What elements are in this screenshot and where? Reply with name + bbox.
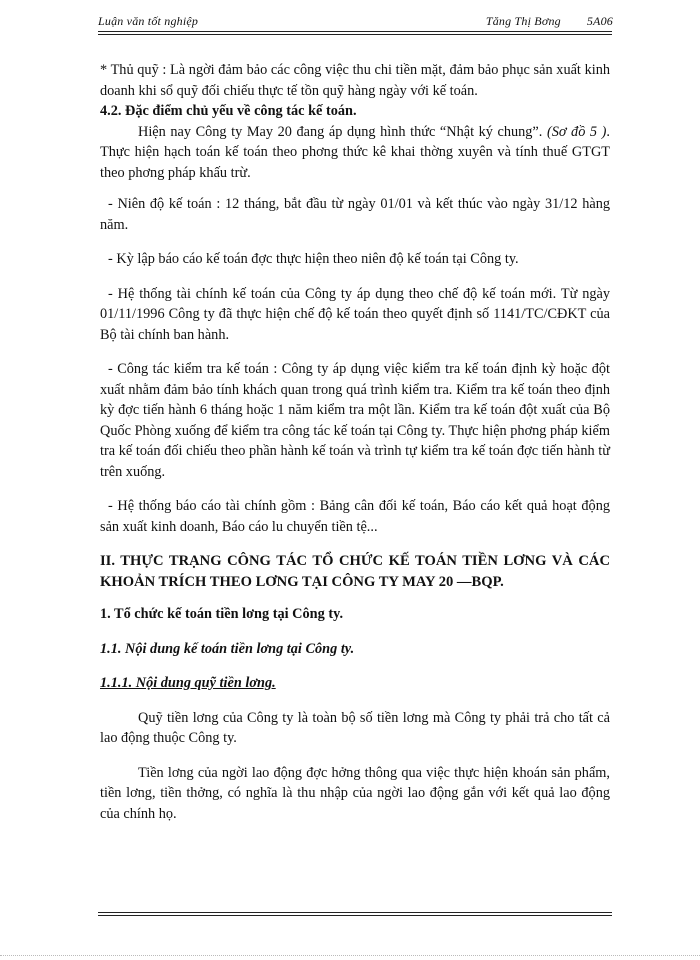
header-author: Tăng Thị Bơng [485,14,561,28]
page-header [98,14,613,32]
heading-4-2: 4.2. Đặc điểm chủ yếu về công tác kế toán. [100,103,357,119]
heading-1-1: 1.1. Nội dung kế toán tiền lơng tại Công ty. [100,640,355,657]
paragraph-treasurer: * Thủ quỹ : Là ngời đảm bảo các công việc thu chi tiền mặt, đảm bảo phục sản xuất kinh doanh khi sổ quỹ đối chiếu thực tế tồn quỹ hàng ngày với kế toán. [100,62,610,99]
accounting-form-text-after: . Thực hiện hạch toán kế toán theo phơng thức kê khai thờng xuyên và tính thuế GTGT theo phơng pháp khấu trừ. [100,123,610,181]
header-class-code: 5A06 [586,14,613,28]
paragraph-reporting-period: - Kỳ lập báo cáo kế toán đợc thực hiện theo niên độ kế toán tại Công ty. [108,251,519,267]
paragraph-financial-reports: - Hệ thống báo cáo tài chính gồm : Bảng cân đối kế toán, Báo cáo kết quả hoạt động sản xuất kinh doanh, Báo cáo lu chuyển tiền tệ... [100,498,610,535]
paragraph-wages: Tiền lơng của ngời lao động đợc hởng thông qua việc thực hiện khoán sản phẩm, tiền lơng, tiền thởng, có nghĩa là thu nhập của ngời lao động gắn với kết quả lao động của chính họ. [100,764,610,822]
header-author-block [486,14,613,29]
header-thesis-title: Luận văn tốt nghiệp [98,14,199,28]
paragraph-audit: - Công tác kiểm tra kế toán : Công ty áp dụng việc kiểm tra kế toán định kỳ hoặc đột xuất nhằm đảm bảo tính khách quan trong quá trình kiểm tra. Kiểm tra kế toán theo định kỳ đợc tiến hành 6 tháng hoặc 1 năm kiểm tra một lần. Kiểm tra kế toán đột xuất của Bộ Quốc Phòng xuống để kiểm tra công tác kế toán tại Công ty. Thực hiện phơng pháp kiểm tra kế toán đối chiếu theo phần hành kế toán và trình tự kiểm tra kế toán đợc tiến hành từ trên xuống. [100,361,610,480]
paragraph-wage-fund: Quỹ tiền lơng của Công ty là toàn bộ số tiền lơng mà Công ty phải trả cho tất cả lao động thuộc Công ty. [100,709,610,746]
header-rule [98,31,612,35]
paragraph-fiscal-year: - Niên độ kế toán : 12 tháng, bắt đầu từ ngày 01/01 và kết thúc vào ngày 31/12 hàng năm. [100,196,610,233]
document-body [100,60,610,824]
page-break-line [0,955,700,956]
heading-section-ii: II. THỰC TRẠNG CÔNG TÁC TỔ CHỨC KẾ TOÁN TIỀN LƠNG VÀ CÁC KHOẢN TRÍCH THEO LƠNG TẠI CÔNG TY MAY 20 —BQP. [100,553,610,590]
paragraph-accounting-form [100,122,610,184]
heading-1: 1. Tổ chức kế toán tiền lơng tại Công ty. [100,606,344,622]
accounting-form-reference: (Sơ đồ 5 ) [546,123,607,140]
footer-rule [98,912,612,916]
accounting-form-text: Hiện nay Công ty May 20 đang áp dụng hình thức “Nhật ký chung”. [138,123,547,140]
paragraph-accounting-system: - Hệ thống tài chính kế toán của Công ty áp dụng theo chế độ kế toán mới. Từ ngày 01/11/1996 Công ty đã thực hiện chế độ kế toán theo quyết định số 1141/TC/CĐKT của Bộ tài chính ban hành. [100,285,610,343]
heading-1-1-1: 1.1.1. Nội dung quỹ tiền lơng. [100,675,276,691]
